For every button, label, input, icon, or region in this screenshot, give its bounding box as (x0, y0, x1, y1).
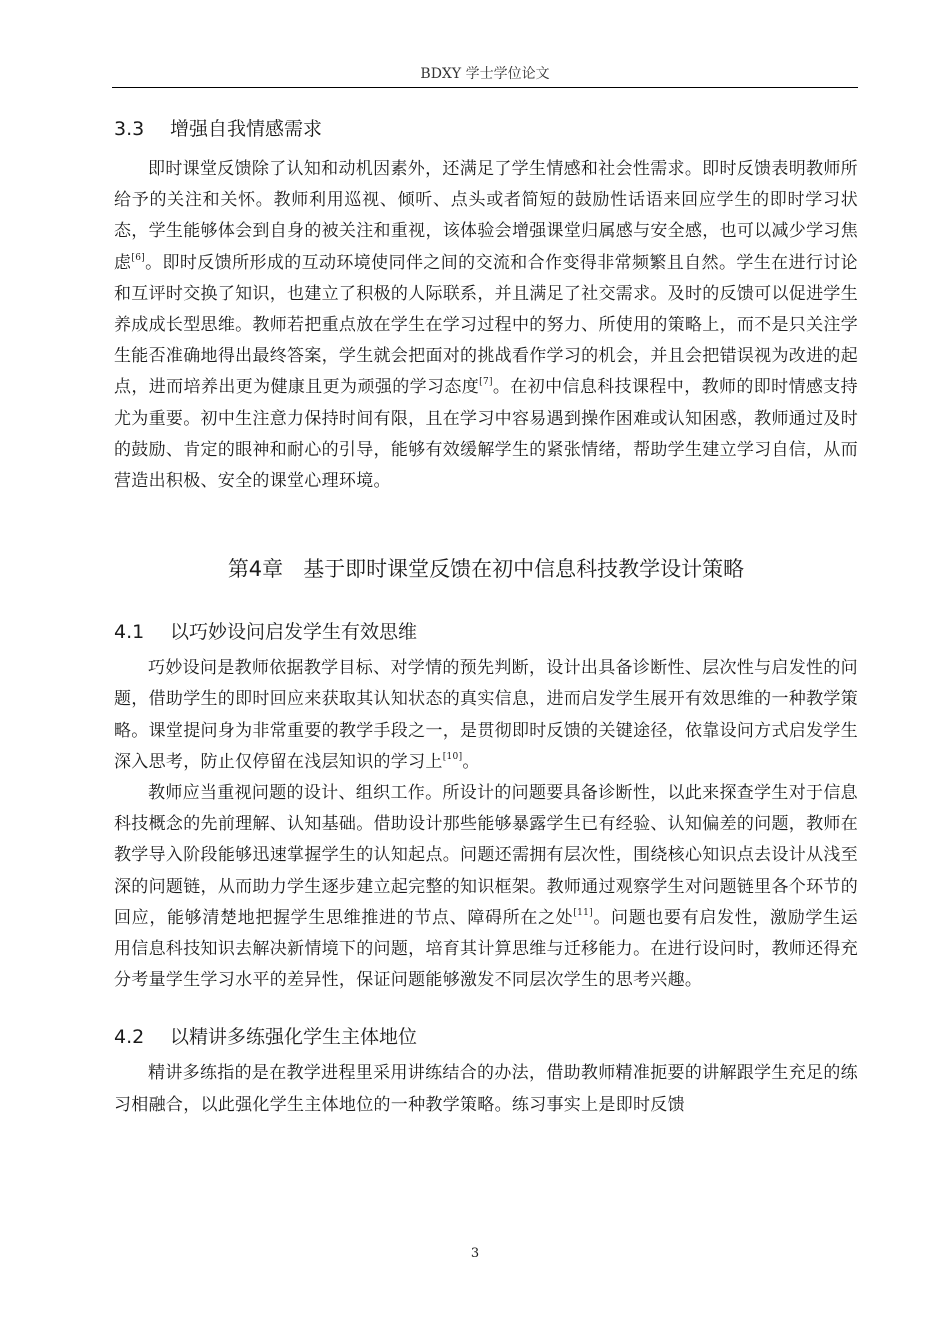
chapter-heading-4 (114, 551, 858, 587)
section-heading-3-3 (114, 112, 858, 146)
paragraph-4-1-2 (114, 778, 858, 996)
page-content (114, 112, 858, 1121)
section-number: 4.1 (114, 621, 145, 644)
section-heading-4-1 (114, 615, 858, 649)
paragraph-text: 。即时反馈所形成的互动环境使同伴之间的交流和合作变得非常频繁且自然。学生在进行讨论和互评时交换了知识，也建立了积极的人际联系，并且满足了社交需求。及时的反馈可以促进学生养成成长型思维。教师若把重点放在学生在学习过程中的努力、所使用的策略上，而不是只关注学生能否准确地得出最终答案，学生就会把面对的挑战看作学习的机会，并且会把错误视为改进的起点，进而培养出更为健康且更为顽强的学习态度 (114, 252, 858, 398)
section-number: 4.2 (114, 1026, 145, 1049)
header-rule (112, 87, 858, 88)
paragraph-text: 。 (462, 751, 480, 772)
paragraph-text: 教师应当重视问题的设计、组织工作。所设计的问题要具备诊断性，以此来探查学生对于信息科技概念的先前理解、认知基础。借助设计那些能够暴露学生已有经验、认知偏差的问题，教师在教学导入阶段能够迅速掌握学生的认知起点。问题还需拥有层次性，围绕核心知识点去设计从浅至深的问题链，从而助力学生逐步建立起完整的知识框架。教师通过观察学生对问题链里各个环节的回应，能够清楚地把握学生思维推进的节点、障碍所在之处 (114, 783, 858, 928)
citation-11: [11] (573, 907, 593, 918)
chapter-number: 第4章 (227, 557, 284, 582)
paragraph-text: 巧妙设问是教师依据教学目标、对学情的预先判断，设计出具备诊断性、层次性与启发性的问题，借助学生的即时回应来获取其认知状态的真实信息，进而启发学生展开有效思维的一种教学策略。课堂提问身为非常重要的教学手段之一，是贯彻即时反馈的关键途径，依靠设问方式启发学生深入思考，防止仅停留在浅层知识的学习上 (114, 658, 858, 772)
running-header: BDXY 学士学位论文 (420, 66, 550, 82)
chapter-title: 基于即时课堂反馈在初中信息科技教学设计策略 (303, 557, 745, 582)
section-number: 3.3 (114, 118, 145, 140)
page-number: 3 (470, 1246, 480, 1261)
paragraph-text: 。问题也要有启发性，激励学生运用信息科技知识去解决新情境下的问题，培育其计算思维与迁移能力。在进行设问时，教师还得充分考量学生学习水平的差异性，保证问题能够激发不同层次学生的思考兴趣。 (114, 907, 858, 991)
paragraph-3-3-1 (114, 154, 858, 497)
section-title: 增强自我情感需求 (170, 118, 323, 140)
section-heading-4-2 (114, 1020, 858, 1054)
paragraph-text: 。在初中信息科技课程中，教师的即时情感支持尤为重要。初中生注意力保持时间有限，且在学习中容易遇到操作困难或认知困惑，教师通过及时的鼓励、肯定的眼神和耐心的引导，能够有效缓解学生的紧张情绪，帮助学生建立学习自信，从而营造出积极、安全的课堂心理环境。 (114, 377, 858, 492)
paragraph-4-2-1 (114, 1058, 858, 1120)
section-title: 以巧妙设问启发学生有效思维 (170, 621, 418, 644)
section-title: 以精讲多练强化学生主体地位 (170, 1026, 418, 1049)
citation-10: [10] (442, 751, 463, 762)
paragraph-text: 即时课堂反馈除了认知和动机因素外，还满足了学生情感和社会性需求。即时反馈表明教师所给予的关注和关怀。教师利用巡视、倾听、点头或者简短的鼓励性话语来回应学生的即时学习状态，学生能够体会到自身的被关注和重视，该体验会增强课堂归属感与安全感，也可以减少学习焦虑 (114, 159, 858, 273)
citation-6: [6] (131, 252, 146, 263)
paragraph-4-1-1 (114, 653, 858, 778)
paragraph-text: 精讲多练指的是在教学进程里采用讲练结合的办法，借助教师精准扼要的讲解跟学生充足的练习相融合，以此强化学生主体地位的一种教学策略。练习事实上是即时反馈 (114, 1063, 858, 1115)
citation-7: [7] (479, 377, 493, 388)
